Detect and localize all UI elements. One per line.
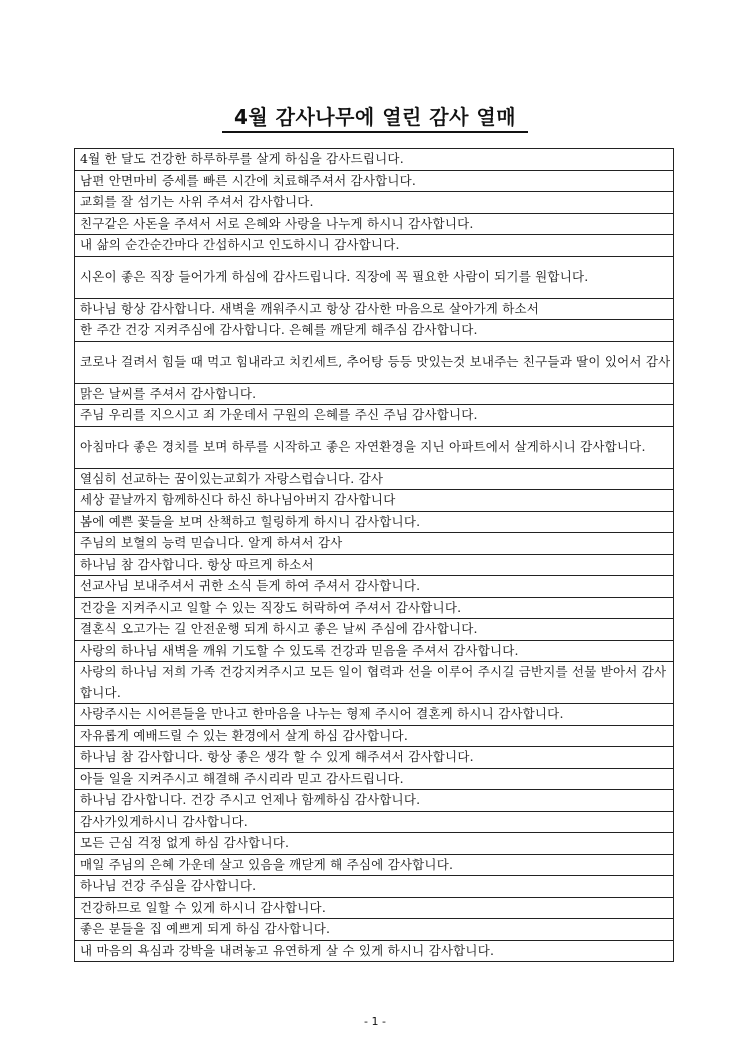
entry-cell: 매일 주님의 은혜 가운데 살고 있음을 깨닫게 해 주심에 감사합니다. xyxy=(75,854,674,876)
entry-cell: 봄에 예쁜 꽃들을 보며 산책하고 힐링하게 하시니 감사합니다. xyxy=(75,511,674,533)
table-row xyxy=(75,192,674,214)
entry-cell: 하나님 항상 감사합니다. 새벽을 깨워주시고 항상 감사한 마음으로 살아가게 하소서 xyxy=(75,298,674,320)
table-row xyxy=(75,405,674,427)
entry-cell: 아침마다 좋은 경치를 보며 하루를 시작하고 좋은 자연환경을 지닌 아파트에서 살게하시니 감사합니다. xyxy=(75,426,674,468)
table-row xyxy=(75,790,674,812)
table-row xyxy=(75,341,674,383)
gratitude-table xyxy=(74,148,674,962)
entry-cell: 내 마음의 욕심과 강박을 내려놓고 유연하게 살 수 있게 하시니 감사합니다. xyxy=(75,940,674,962)
table-row xyxy=(75,811,674,833)
table-row xyxy=(75,940,674,962)
entry-cell: 주님의 보혈의 능력 믿습니다. 알게 하셔서 감사 xyxy=(75,533,674,555)
entry-cell: 4월 한 달도 건강한 하루하루를 살게 하심을 감사드립니다. xyxy=(75,149,674,171)
table-row xyxy=(75,919,674,941)
entry-cell: 친구같은 사돈을 주셔서 서로 은혜와 사랑을 나누게 하시니 감사합니다. xyxy=(75,213,674,235)
table-row xyxy=(75,597,674,619)
entry-cell: 선교사님 보내주셔서 귀한 소식 듣게 하여 주셔서 감사합니다. xyxy=(75,576,674,598)
table-row xyxy=(75,747,674,769)
table-row xyxy=(75,468,674,490)
entry-cell: 주님 우리를 지으시고 죄 가운데서 구원의 은혜를 주신 주님 감사합니다. xyxy=(75,405,674,427)
title-underline xyxy=(222,131,528,133)
entry-cell: 하나님 참 감사합니다. 항상 따르게 하소서 xyxy=(75,554,674,576)
table-row xyxy=(75,298,674,320)
entry-cell: 남편 안면마비 증세를 빠른 시간에 치료해주셔서 감사합니다. xyxy=(75,170,674,192)
page-number: - 1 - xyxy=(364,1015,386,1028)
entry-cell: 한 주간 건강 지켜주심에 감사합니다. 은혜를 깨닫게 해주심 감사합니다. xyxy=(75,320,674,342)
table-row xyxy=(75,235,674,257)
table-row xyxy=(75,320,674,342)
table-row xyxy=(75,533,674,555)
table-row xyxy=(75,149,674,171)
table-row xyxy=(75,490,674,512)
entry-cell: 아들 일을 지켜주시고 해결해 주시리라 믿고 감사드립니다. xyxy=(75,768,674,790)
entry-cell: 감사가있게하시니 감사합니다. xyxy=(75,811,674,833)
entry-cell: 교회를 잘 섬기는 사위 주셔서 감사합니다. xyxy=(75,192,674,214)
entry-cell: 코로나 걸려서 힘들 때 먹고 힘내라고 치킨세트, 추어탕 등등 맛있는것 보내주는 친구들과 딸이 있어서 감사 xyxy=(75,341,674,383)
table-row xyxy=(75,833,674,855)
page-title: 4월 감사나무에 열린 감사 열매 xyxy=(233,105,517,129)
entry-cell: 하나님 건강 주심을 감사합니다. xyxy=(75,876,674,898)
table-row xyxy=(75,876,674,898)
entry-cell: 하나님 참 감사합니다. 항상 좋은 생각 할 수 있게 해주셔서 감사합니다. xyxy=(75,747,674,769)
table-row xyxy=(75,383,674,405)
table-row xyxy=(75,426,674,468)
table-row xyxy=(75,256,674,298)
entry-cell: 내 삶의 순간순간마다 간섭하시고 인도하시니 감사합니다. xyxy=(75,235,674,257)
table-row xyxy=(75,725,674,747)
entry-cell: 맑은 날씨를 주셔서 감사합니다. xyxy=(75,383,674,405)
table-row xyxy=(75,576,674,598)
table-row xyxy=(75,554,674,576)
entry-cell: 사랑주시는 시어른들을 만나고 한마음을 나누는 형제 주시어 결혼케 하시니 감사합니다. xyxy=(75,704,674,726)
table-row xyxy=(75,704,674,726)
table-row xyxy=(75,662,674,704)
table-row xyxy=(75,854,674,876)
entry-cell: 사랑의 하나님 저희 가족 건강지켜주시고 모든 일이 협력과 선을 이루어 주시길 금반지를 선물 받아서 감사합니다. xyxy=(75,662,674,704)
entry-cell: 결혼식 오고가는 길 안전운행 되게 하시고 좋은 날씨 주심에 감사합니다. xyxy=(75,619,674,641)
table-row xyxy=(75,768,674,790)
table-row xyxy=(75,511,674,533)
entry-cell: 세상 끝날까지 함께하신다 하신 하나님아버지 감사합니다 xyxy=(75,490,674,512)
table-row xyxy=(75,170,674,192)
entry-cell: 하나님 감사합니다. 건강 주시고 언제나 함께하심 감사합니다. xyxy=(75,790,674,812)
entry-cell: 열심히 선교하는 꿈이있는교회가 자랑스럽습니다. 감사 xyxy=(75,468,674,490)
entry-cell: 건강을 지켜주시고 일할 수 있는 직장도 허락하여 주셔서 감사합니다. xyxy=(75,597,674,619)
table-row xyxy=(75,619,674,641)
table-row xyxy=(75,640,674,662)
table-row xyxy=(75,897,674,919)
entry-cell: 좋은 분들을 집 예쁘게 되게 하심 감사합니다. xyxy=(75,919,674,941)
entry-cell: 시온이 좋은 직장 들어가게 하심에 감사드립니다. 직장에 꼭 필요한 사람이 되기를 원합니다. xyxy=(75,256,674,298)
entry-cell: 건강하므로 일할 수 있게 하시니 감사합니다. xyxy=(75,897,674,919)
entry-cell: 모든 근심 걱정 없게 하심 감사합니다. xyxy=(75,833,674,855)
table-row xyxy=(75,213,674,235)
entry-cell: 자유롭게 예배드릴 수 있는 환경에서 살게 하심 감사합니다. xyxy=(75,725,674,747)
entry-cell: 사랑의 하나님 새벽을 깨워 기도할 수 있도록 건강과 믿음을 주셔서 감사합니다. xyxy=(75,640,674,662)
